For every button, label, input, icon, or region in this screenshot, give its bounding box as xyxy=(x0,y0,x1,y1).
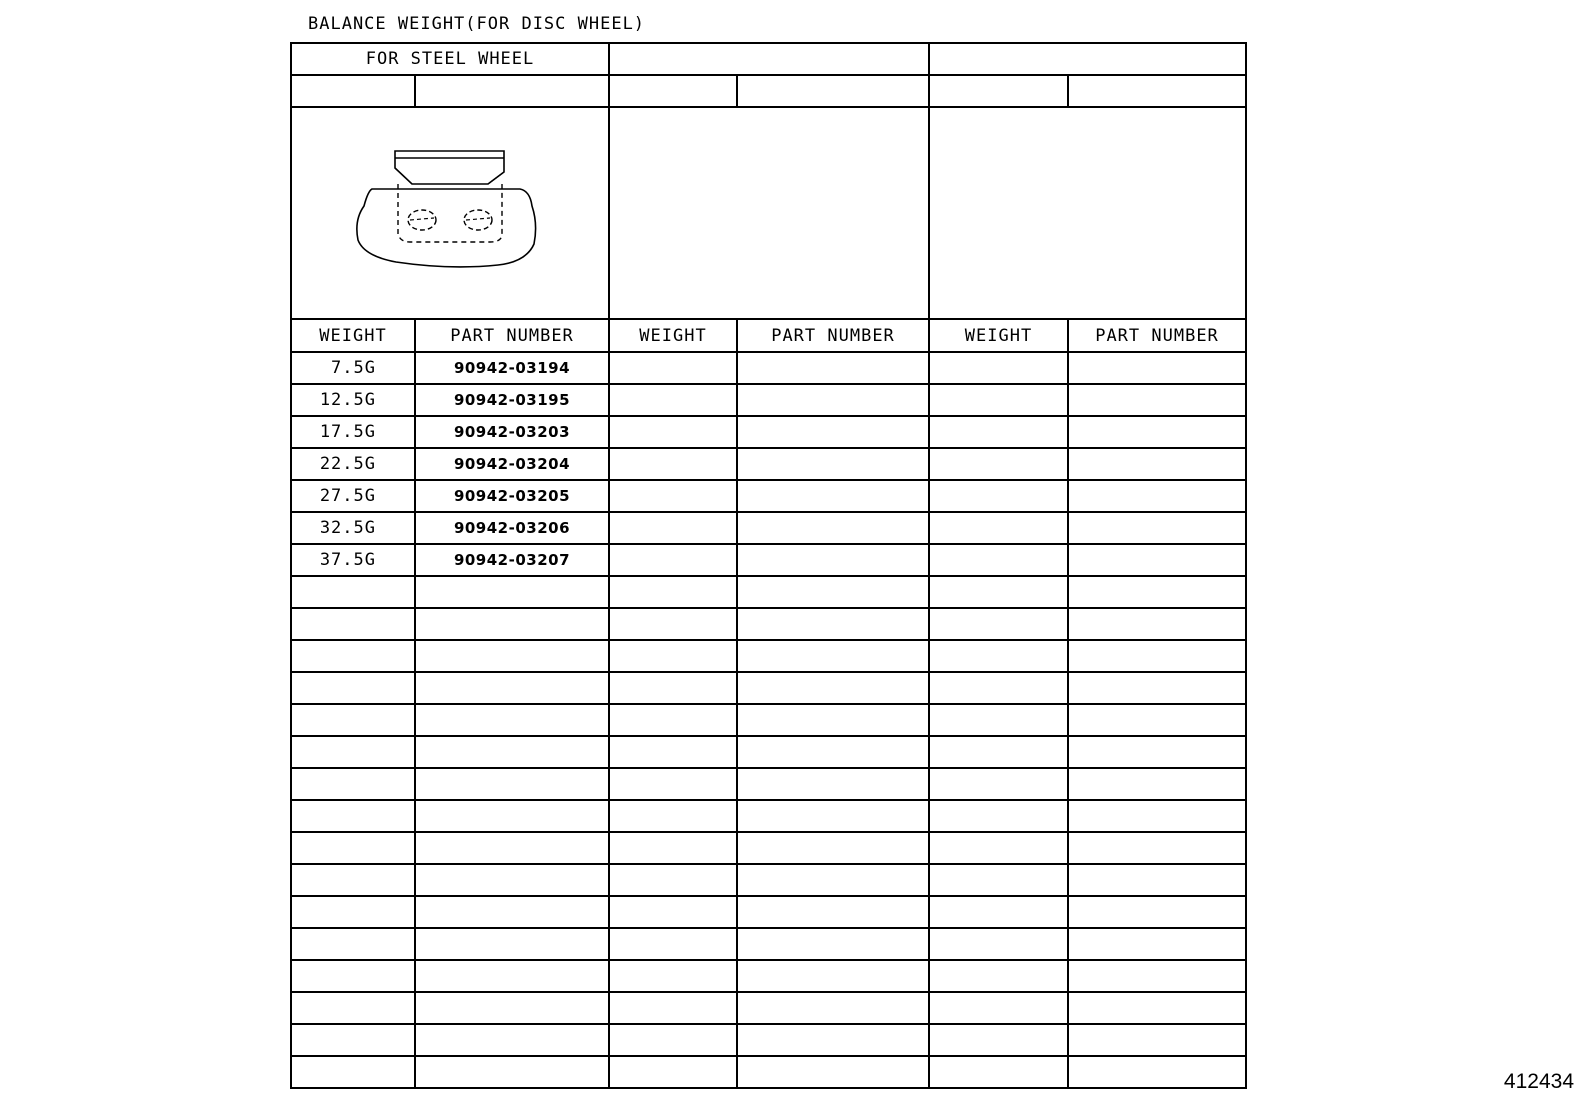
blank-cell xyxy=(929,352,1068,384)
blank-cell xyxy=(415,704,609,736)
blank-cell xyxy=(1068,416,1246,448)
blank-cell xyxy=(737,75,929,107)
table-row xyxy=(291,416,1246,448)
blank-cell xyxy=(291,608,415,640)
blank-cell xyxy=(929,544,1068,576)
blank-cell xyxy=(1068,75,1246,107)
part-number-cell: 90942-03203 xyxy=(415,416,609,448)
blank-cell xyxy=(609,640,737,672)
blank-cell xyxy=(291,832,415,864)
blank-cell xyxy=(609,896,737,928)
blank-cell xyxy=(1068,736,1246,768)
column-header-part-number: PART NUMBER xyxy=(737,319,929,352)
weight-cell: 22.5G xyxy=(291,448,415,480)
blank-cell xyxy=(1068,480,1246,512)
blank-cell xyxy=(291,992,415,1024)
blank-cell xyxy=(415,1056,609,1088)
blank-cell xyxy=(737,928,929,960)
blank-cell xyxy=(609,75,737,107)
blank-cell xyxy=(291,864,415,896)
blank-cell xyxy=(1068,608,1246,640)
weight-cell: 17.5G xyxy=(291,416,415,448)
blank-cell xyxy=(609,576,737,608)
table-row xyxy=(291,864,1246,896)
blank-cell xyxy=(609,544,737,576)
blank-cell xyxy=(609,1024,737,1056)
blank-cell xyxy=(737,608,929,640)
part-number-cell: 90942-03205 xyxy=(415,480,609,512)
part-number-cell: 90942-03194 xyxy=(415,352,609,384)
weight-cell: 12.5G xyxy=(291,384,415,416)
part-number-cell: 90942-03204 xyxy=(415,448,609,480)
blank-cell xyxy=(1068,576,1246,608)
section-title-2 xyxy=(609,43,929,75)
blank-cell xyxy=(929,1024,1068,1056)
blank-cell xyxy=(1068,1056,1246,1088)
blank-cell xyxy=(1068,928,1246,960)
blank-cell xyxy=(609,736,737,768)
blank-cell xyxy=(929,480,1068,512)
blank-cell xyxy=(737,768,929,800)
blank-cell xyxy=(1068,384,1246,416)
table-row xyxy=(291,832,1246,864)
blank-cell xyxy=(291,576,415,608)
blank-cell xyxy=(291,75,415,107)
blank-cell xyxy=(609,800,737,832)
blank-cell xyxy=(929,960,1068,992)
page-title: BALANCE WEIGHT(FOR DISC WHEEL) xyxy=(308,14,646,34)
blank-cell xyxy=(1068,544,1246,576)
blank-cell xyxy=(929,736,1068,768)
blank-cell xyxy=(291,800,415,832)
blank-cell xyxy=(737,576,929,608)
blank-cell xyxy=(415,992,609,1024)
blank-cell xyxy=(291,928,415,960)
weight-cell: 37.5G xyxy=(291,544,415,576)
blank-cell xyxy=(415,640,609,672)
blank-cell xyxy=(291,1056,415,1088)
blank-cell xyxy=(737,896,929,928)
blank-cell xyxy=(609,384,737,416)
blank-cell xyxy=(737,544,929,576)
blank-cell xyxy=(929,800,1068,832)
table-row xyxy=(291,384,1246,416)
blank-cell xyxy=(1068,896,1246,928)
table-row xyxy=(291,1024,1246,1056)
blank-cell xyxy=(737,640,929,672)
part-number-cell: 90942-03207 xyxy=(415,544,609,576)
drawing-cell-empty xyxy=(929,107,1246,319)
blank-cell xyxy=(415,960,609,992)
blank-cell xyxy=(929,832,1068,864)
balance-weight-table xyxy=(290,42,1247,1089)
blank-cell xyxy=(929,992,1068,1024)
table-row xyxy=(291,512,1246,544)
table-row xyxy=(291,1056,1246,1088)
blank-cell xyxy=(415,1024,609,1056)
blank-cell xyxy=(737,800,929,832)
blank-cell xyxy=(929,928,1068,960)
blank-cell xyxy=(415,75,609,107)
blank-cell xyxy=(737,672,929,704)
blank-cell xyxy=(1068,768,1246,800)
blank-cell xyxy=(609,480,737,512)
blank-cell xyxy=(929,416,1068,448)
section-title-3 xyxy=(929,43,1246,75)
column-header-part-number: PART NUMBER xyxy=(415,319,609,352)
blank-cell xyxy=(609,832,737,864)
blank-cell xyxy=(929,768,1068,800)
blank-cell xyxy=(291,704,415,736)
blank-cell xyxy=(291,736,415,768)
table-row xyxy=(291,992,1246,1024)
blank-cell xyxy=(609,992,737,1024)
table-row xyxy=(291,480,1246,512)
figure-number: 412434 xyxy=(1503,1070,1574,1093)
blank-cell xyxy=(1068,352,1246,384)
blank-cell xyxy=(415,576,609,608)
blank-cell xyxy=(415,608,609,640)
blank-cell xyxy=(1068,832,1246,864)
blank-cell xyxy=(737,736,929,768)
blank-cell xyxy=(737,832,929,864)
blank-cell xyxy=(609,608,737,640)
table-row xyxy=(291,672,1246,704)
blank-cell xyxy=(291,672,415,704)
blank-cell xyxy=(415,768,609,800)
blank-cell xyxy=(929,1056,1068,1088)
blank-cell xyxy=(415,832,609,864)
column-header-weight: WEIGHT xyxy=(929,319,1068,352)
blank-cell xyxy=(929,896,1068,928)
blank-cell xyxy=(609,928,737,960)
blank-cell xyxy=(1068,960,1246,992)
table-row xyxy=(291,576,1246,608)
blank-cell xyxy=(291,896,415,928)
table-row xyxy=(291,640,1246,672)
blank-cell xyxy=(291,640,415,672)
weight-cell: 32.5G xyxy=(291,512,415,544)
blank-cell xyxy=(415,672,609,704)
blank-cell xyxy=(1068,864,1246,896)
blank-cell xyxy=(415,864,609,896)
blank-cell xyxy=(929,576,1068,608)
blank-cell xyxy=(1068,448,1246,480)
blank-cell xyxy=(291,1024,415,1056)
section-title-steel-wheel: FOR STEEL WHEEL xyxy=(291,43,609,75)
blank-cell xyxy=(929,672,1068,704)
blank-cell xyxy=(609,416,737,448)
blank-cell xyxy=(609,704,737,736)
blank-cell xyxy=(609,768,737,800)
blank-cell xyxy=(929,75,1068,107)
blank-cell xyxy=(415,800,609,832)
blank-cell xyxy=(929,384,1068,416)
blank-cell xyxy=(609,352,737,384)
blank-cell xyxy=(737,1056,929,1088)
blank-cell xyxy=(737,1024,929,1056)
weight-cell: 7.5G xyxy=(291,352,415,384)
table-row xyxy=(291,768,1246,800)
blank-cell xyxy=(737,416,929,448)
blank-cell xyxy=(737,992,929,1024)
blank-cell xyxy=(415,736,609,768)
table-row xyxy=(291,352,1246,384)
table-row xyxy=(291,736,1246,768)
blank-cell xyxy=(929,640,1068,672)
table-row xyxy=(291,896,1246,928)
blank-cell xyxy=(1068,800,1246,832)
blank-cell xyxy=(609,1056,737,1088)
blank-cell xyxy=(929,608,1068,640)
balance-weight-drawing-icon xyxy=(350,148,550,278)
table-row xyxy=(291,928,1246,960)
table-row xyxy=(291,704,1246,736)
blank-cell xyxy=(609,448,737,480)
blank-cell xyxy=(1068,672,1246,704)
blank-cell xyxy=(609,864,737,896)
blank-cell xyxy=(1068,512,1246,544)
drawing-cell-empty xyxy=(609,107,929,319)
blank-cell xyxy=(737,864,929,896)
blank-cell xyxy=(291,768,415,800)
part-number-cell: 90942-03195 xyxy=(415,384,609,416)
blank-cell xyxy=(929,448,1068,480)
column-header-weight: WEIGHT xyxy=(291,319,415,352)
table-row xyxy=(291,800,1246,832)
table-row xyxy=(291,544,1246,576)
blank-cell xyxy=(415,928,609,960)
table-row xyxy=(291,608,1246,640)
blank-cell xyxy=(1068,640,1246,672)
blank-cell xyxy=(737,480,929,512)
blank-cell xyxy=(737,384,929,416)
blank-cell xyxy=(1068,1024,1246,1056)
blank-cell xyxy=(1068,704,1246,736)
blank-cell xyxy=(609,960,737,992)
column-header-part-number: PART NUMBER xyxy=(1068,319,1246,352)
table-row xyxy=(291,960,1246,992)
blank-cell xyxy=(929,512,1068,544)
blank-cell xyxy=(415,896,609,928)
column-header-weight: WEIGHT xyxy=(609,319,737,352)
table-row xyxy=(291,448,1246,480)
blank-cell xyxy=(737,352,929,384)
blank-cell xyxy=(737,704,929,736)
blank-cell xyxy=(609,512,737,544)
blank-cell xyxy=(929,704,1068,736)
blank-cell xyxy=(737,960,929,992)
blank-cell xyxy=(609,672,737,704)
part-number-cell: 90942-03206 xyxy=(415,512,609,544)
weight-cell: 27.5G xyxy=(291,480,415,512)
blank-cell xyxy=(291,960,415,992)
blank-cell xyxy=(929,864,1068,896)
blank-cell xyxy=(1068,992,1246,1024)
blank-cell xyxy=(737,512,929,544)
blank-cell xyxy=(737,448,929,480)
drawing-cell xyxy=(291,107,609,319)
